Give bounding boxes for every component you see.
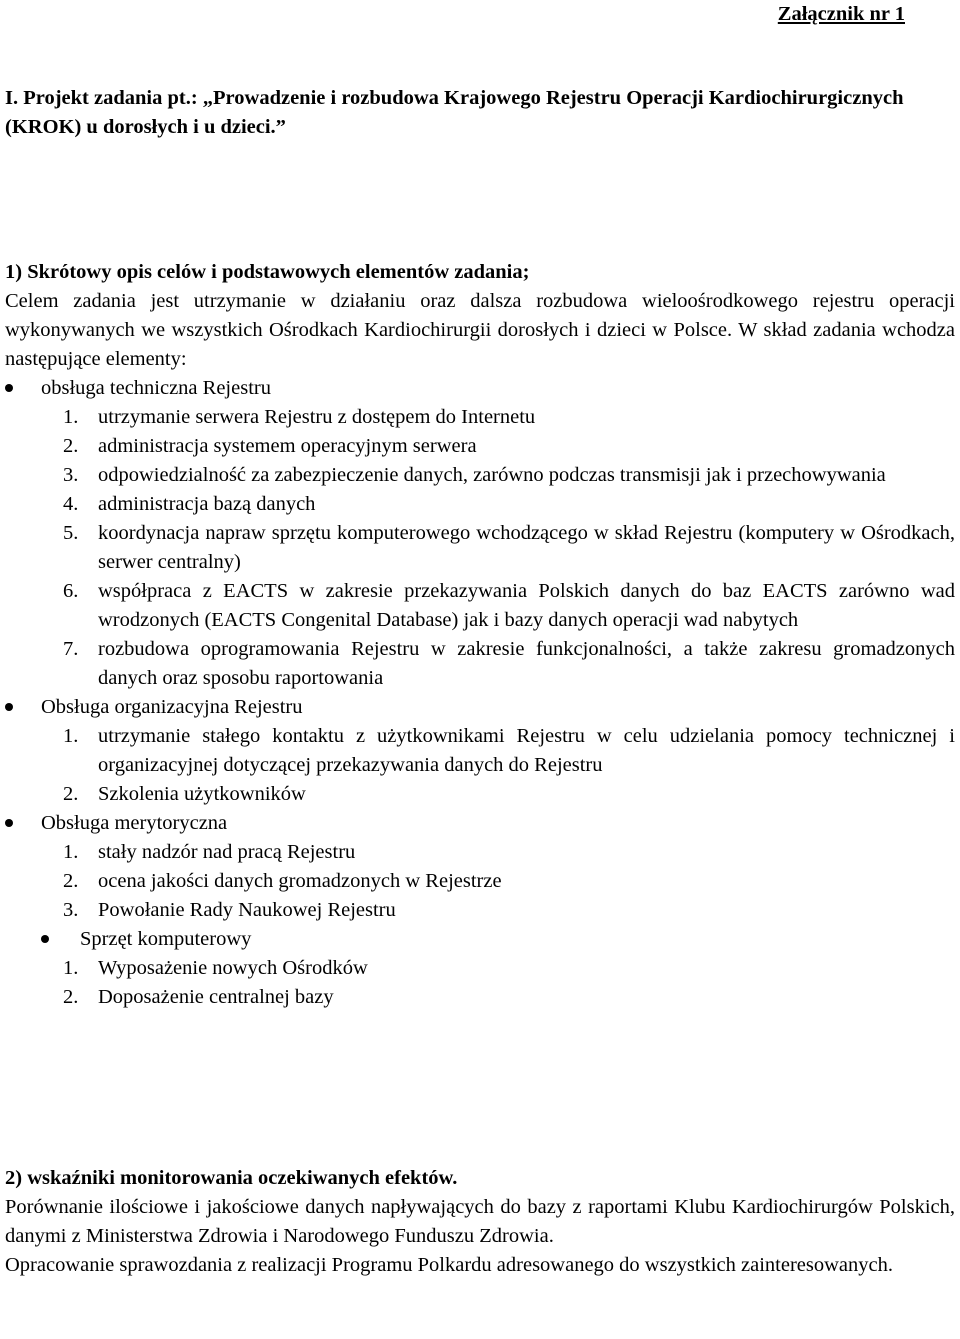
list-item-number: 2.	[63, 986, 79, 1008]
list-item-text: Wyposażenie nowych Ośrodków	[98, 957, 368, 979]
list-item	[5, 577, 955, 635]
list-item	[5, 867, 955, 896]
list-item	[5, 461, 955, 490]
list-item	[5, 490, 955, 519]
list-item-text: Doposażenie centralnej bazy	[98, 986, 334, 1008]
list-item-number: 4.	[63, 493, 79, 515]
list-item-number: 3.	[63, 464, 79, 486]
list-item-number: 1.	[63, 957, 79, 979]
list-item	[5, 635, 955, 693]
list-item	[5, 896, 955, 925]
list-item-text: ocena jakości danych gromadzonych w Rejestrze	[98, 870, 502, 892]
document-title: I. Projekt zadania pt.: „Prowadzenie i rozbudowa Krajowego Rejestru Operacji Kardiochirurgicznych (KROK) u dorosłych i u dzieci.”	[5, 87, 904, 138]
bullet-group-label: Obsługa organizacyjna Rejestru	[41, 696, 303, 718]
list-item-text: utrzymanie serwera Rejestru z dostępem do Internetu	[98, 406, 536, 428]
list-item-text: Powołanie Rady Naukowej Rejestru	[98, 899, 396, 921]
list-item-number: 1.	[63, 725, 79, 747]
bullet-group	[5, 809, 955, 838]
bullet-icon	[5, 819, 13, 827]
list-item-text: odpowiedzialność za zabezpieczenie danych, zarówno podczas transmisji jak i przechowywania	[98, 464, 886, 486]
list-item	[5, 722, 955, 780]
section-goals	[5, 258, 955, 1012]
bullet-group	[5, 693, 955, 722]
bullet-group-label: Sprzęt komputerowy	[80, 928, 252, 950]
list-item	[5, 780, 955, 809]
list-item-number: 1.	[63, 406, 79, 428]
bullet-icon	[5, 703, 13, 711]
section-indicators	[5, 1164, 955, 1280]
list-item	[5, 954, 955, 983]
annex-label: Załącznik nr 1	[777, 3, 905, 25]
bullet-icon	[5, 384, 13, 392]
list-item-text: współpraca z EACTS w zakresie przekazywania Polskich danych do baz EACTS zarówno wad wrodzonych (EACTS Congenital Database) jak i bazy danych operacji wad nabytych	[98, 580, 955, 631]
list-item-text: koordynacja napraw sprzętu komputerowego wchodzącego w skład Rejestru (komputery w Ośrodkach, serwer centralny)	[98, 522, 955, 573]
list-item	[5, 432, 955, 461]
list-item	[5, 838, 955, 867]
list-item-number: 6.	[63, 580, 79, 602]
list-item-text: utrzymanie stałego kontaktu z użytkownikami Rejestru w celu udzielania pomocy technicznej i organizacyjnej dotyczącej przekazywania danych do Rejestru	[98, 725, 955, 776]
list-item-number: 5.	[63, 522, 79, 544]
list-item	[5, 519, 955, 577]
list-item	[5, 983, 955, 1012]
list-item-text: administracja systemem operacyjnym serwera	[98, 435, 477, 457]
list-item-number: 2.	[63, 870, 79, 892]
section-indicators-paragraph: Opracowanie sprawozdania z realizacji Programu Polkardu adresowanego do wszystkich zainteresowanych.	[5, 1254, 893, 1276]
section-indicators-heading: 2) wskaźniki monitorowania oczekiwanych efektów.	[5, 1167, 458, 1189]
bullet-icon	[41, 935, 49, 943]
list-item-number: 1.	[63, 841, 79, 863]
list-item-text: stały nadzór nad pracą Rejestru	[98, 841, 356, 863]
list-item-number: 7.	[63, 638, 79, 660]
list-item-text: rozbudowa oprogramowania Rejestru w zakresie funkcjonalności, a także zakresu gromadzonych danych oraz sposobu raportowania	[98, 638, 955, 689]
list-item-number: 2.	[63, 435, 79, 457]
list-item-number: 3.	[63, 899, 79, 921]
bullet-group-label: obsługa techniczna Rejestru	[41, 377, 271, 399]
bullet-group-label: Obsługa merytoryczna	[41, 812, 228, 834]
section-goals-heading: 1) Skrótowy opis celów i podstawowych elementów zadania;	[5, 261, 530, 283]
bullet-group	[5, 925, 955, 954]
bullet-group	[5, 374, 955, 403]
list-item-text: administracja bazą danych	[98, 493, 316, 515]
section-indicators-paragraph: Porównanie ilościowe i jakościowe danych napływających do bazy z raportami Klubu Kardiochirurgów Polskich, danymi z Ministerstwa Zdrowia i Narodowego Funduszu Zdrowia.	[5, 1196, 955, 1247]
list-item-text: Szkolenia użytkowników	[98, 783, 306, 805]
section-goals-intro: Celem zadania jest utrzymanie w działaniu oraz dalsza rozbudowa wieloośrodkowego rejestru operacji wykonywanych we wszystkich Ośrodkach Kardiochirurgii dorosłych i dzieci w Polsce. W skład zadania wchodza następujące elementy:	[5, 290, 955, 370]
list-item	[5, 403, 955, 432]
list-item-number: 2.	[63, 783, 79, 805]
